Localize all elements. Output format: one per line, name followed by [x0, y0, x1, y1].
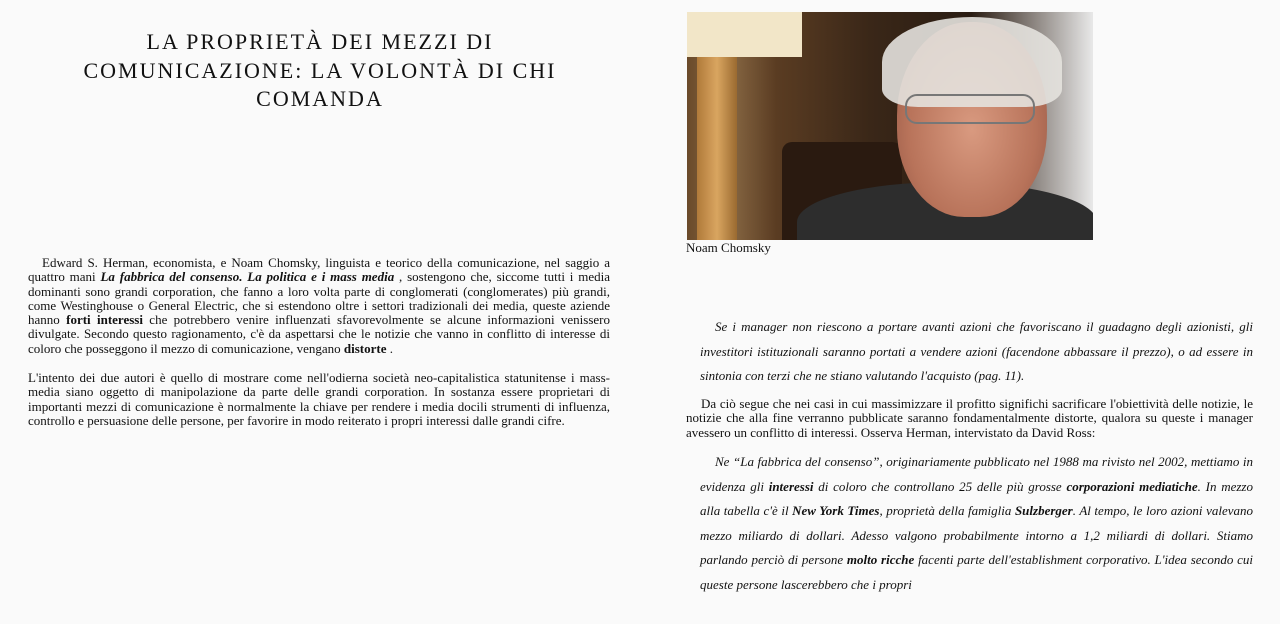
emphasis: New York Times — [792, 503, 880, 518]
text: . — [386, 340, 393, 356]
emphasis: interessi — [768, 478, 814, 494]
intro-paragraph — [28, 256, 610, 356]
left-column — [28, 256, 610, 443]
book-title: La fabbrica del consenso. La politica e i mass media — [100, 269, 395, 285]
text: , proprietà della famiglia — [879, 503, 1015, 518]
right-column — [686, 315, 1253, 605]
second-paragraph: L'intento dei due autori è quello di mostrare come nell'odierna società neo-capitalistica statunitense i mass-media siano oggetto di manipolazione da parte delle grandi corporation. In sostanza essere proprietari di importanti mezzi di comunicazione è normalmente la chiave per rendere i media docili strumenti di influenza, controllo e persuasione delle persone, per favorire in modo reiterato i propri interessi dalle grandi cifre. — [28, 370, 610, 428]
emphasis: forti interessi — [66, 312, 143, 328]
emphasis: Sulzberger — [1014, 503, 1073, 518]
text: . In mezzo alla tabella c'è il — [700, 478, 1253, 518]
block-quote-1: Se i manager non riescono a portare avanti azioni che favoriscano il guadagno degli azionisti, gli investitori istituzionali saranno portati a vendere azioni (facendone abbassare il prezzo), o ad essere in sintonia con terzi che ne stiano valutando l'acquisto (pag. 11). — [700, 319, 1253, 383]
block-quote-2 — [700, 450, 1253, 597]
page-title: LA PROPRIETÀ DEI MEZZI DI COMUNICAZIONE: LA VOLONTÀ DI CHI COMANDA — [83, 29, 557, 111]
photo-caption: Noam Chomsky — [686, 240, 771, 255]
text: di coloro che controllano 25 delle più grosse — [813, 478, 1067, 494]
text: Edward S. Herman, economista, e Noam Chomsky, linguista e teorico della comunicazione, nel saggio a quattro mani — [28, 255, 610, 285]
emphasis: distorte — [343, 340, 387, 356]
chomsky-photo — [687, 12, 1093, 240]
text: Ne “La fabbrica del consenso”, originariamente pubblicato nel 1988 ma rivisto nel 2002, mettiamo in evidenza gli — [700, 454, 1253, 494]
text: che potrebbero venire influenzati sfavorevolmente se alcune informazioni venissero divulgate. Secondo questo ragionamento, c'è da aspettarsi che le notizie che vanno in conflitto di interesse di coloro che posseggono il mezzo di comunicazione, vengano — [28, 312, 610, 356]
emphasis: molto ricche — [846, 552, 915, 567]
emphasis: corporazioni mediatiche — [1066, 478, 1198, 494]
text: . Al tempo, le loro azioni valevano mezzo miliardo di dollari. Adesso valgono probabilmente intorno a 1,2 miliardi di dollari. Stiamo parlando perciò di persone — [700, 503, 1253, 567]
text: , sostengono che, siccome tutti i media dominanti sono grandi corporation, che fanno a loro volta parte di conglomerati (conglomerates) più grandi, come Westinghouse o General Electric, che si estendono oltre i settori tradizionali dei media, queste aziende hanno — [28, 269, 610, 328]
third-paragraph: Da ciò segue che nei casi in cui massimizzare il profitto significhi sacrificare l'obiettività delle notizie, le notizie che alla fine verranno pubblicate saranno fondamentalmente distorte, qualora su queste i manager avessero un conflitto di interessi. Osserva Herman, intervistato da David Ross: — [686, 395, 1253, 440]
text: facenti parte dell'establishment corporativo. L'idea secondo cui queste persone lascerebbero che i propri — [700, 552, 1254, 592]
